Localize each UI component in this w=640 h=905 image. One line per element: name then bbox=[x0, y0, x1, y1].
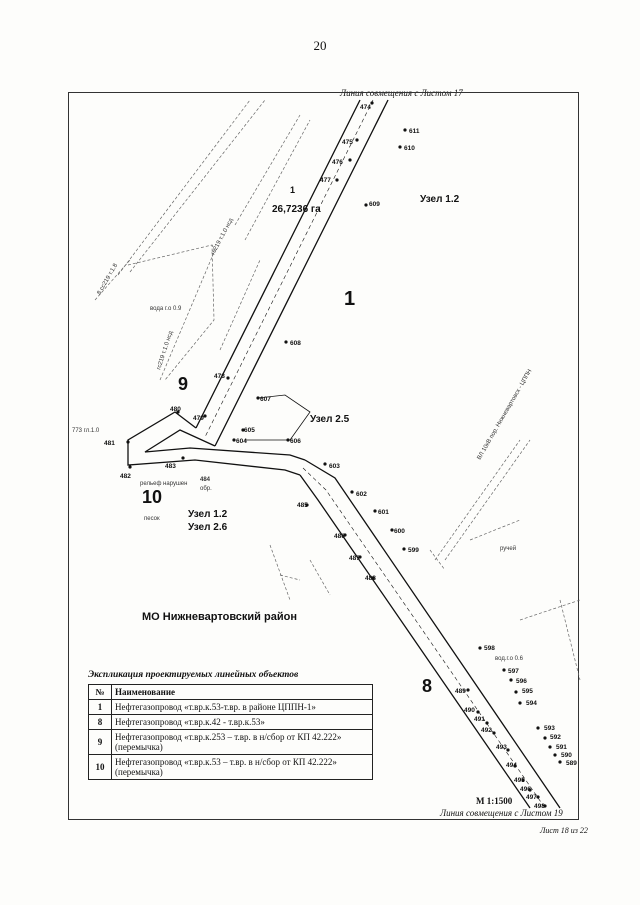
point-597: 597 bbox=[508, 668, 519, 675]
point-594: 594 bbox=[526, 700, 537, 707]
point-493: 493 bbox=[496, 744, 507, 751]
object-number-8: 8 bbox=[422, 676, 433, 696]
object-numbers bbox=[142, 288, 432, 696]
legend-row bbox=[89, 730, 373, 755]
node-1-2-top: Узел 1.2 bbox=[420, 194, 460, 205]
corridor-1 bbox=[196, 100, 388, 446]
point-592: 592 bbox=[550, 734, 561, 741]
point-492: 492 bbox=[481, 727, 492, 734]
node-2-6: Узел 2.6 bbox=[188, 522, 228, 533]
point-602: 602 bbox=[356, 491, 367, 498]
point-479: 479 bbox=[193, 415, 204, 422]
note-obr: обр. bbox=[200, 486, 212, 492]
match-line-top: Линия совмещения с Листом 17 bbox=[340, 88, 463, 98]
page-number: 20 bbox=[313, 38, 327, 53]
point-604: 604 bbox=[236, 438, 247, 445]
point-475: 475 bbox=[342, 139, 353, 146]
area-label: МО Нижневартовский район bbox=[142, 611, 297, 623]
legend-row-num: 9 bbox=[89, 730, 112, 755]
point-605: 605 bbox=[244, 427, 255, 434]
node-2-5: Узел 2.5 bbox=[310, 414, 350, 425]
legend-row-name: Нефтегазопровод «т.вр.к.42 - т.вр.к.53» bbox=[112, 715, 373, 730]
point-495: 495 bbox=[514, 777, 525, 784]
point-600: 600 bbox=[394, 528, 405, 535]
point-595: 595 bbox=[522, 688, 533, 695]
legend-col-name: Наименование bbox=[112, 685, 373, 700]
area-labels bbox=[142, 185, 460, 623]
point-611: 611 bbox=[409, 128, 420, 135]
point-477: 477 bbox=[320, 177, 331, 184]
legend-row bbox=[89, 700, 373, 715]
legend-title: Экспликация проектируемых линейных объектов bbox=[88, 670, 299, 680]
note-stream: ручей bbox=[500, 546, 517, 552]
legend-row-num: 10 bbox=[89, 755, 112, 780]
point-474: 474 bbox=[360, 104, 371, 111]
point-591: 591 bbox=[556, 744, 567, 751]
point-486: 486 bbox=[334, 533, 345, 540]
point-488: 488 bbox=[365, 575, 376, 582]
corridor-1-axis bbox=[205, 100, 373, 437]
point-610: 610 bbox=[404, 145, 415, 152]
legend-header-row bbox=[89, 685, 373, 700]
point-599: 599 bbox=[408, 547, 419, 554]
legend-row-name: Нефтегазопровод «т.вр.к.53 – т.вр. в н/сбор от КП 42.222» (перемычка) bbox=[112, 755, 373, 780]
point-590: 590 bbox=[561, 752, 572, 759]
point-593: 593 bbox=[544, 725, 555, 732]
point-601: 601 bbox=[378, 509, 389, 516]
node-1-2-bottom: Узел 1.2 bbox=[188, 509, 228, 520]
point-598: 598 bbox=[484, 645, 495, 652]
point-496: 496 bbox=[520, 786, 531, 793]
point-478: 478 bbox=[214, 373, 225, 380]
point-606: 606 bbox=[290, 438, 301, 445]
note-pipe-1: гс219 т.1.0 нсд bbox=[210, 217, 235, 256]
legend-table bbox=[88, 684, 373, 780]
legend-row-name: Нефтегазопровод «т.вр.к.53-т.вр. в районе ЦППН-1» bbox=[112, 700, 373, 715]
point-589: 589 bbox=[566, 760, 577, 767]
point-480: 480 bbox=[170, 406, 181, 413]
scale-label: М 1:1500 bbox=[476, 796, 513, 806]
note-power-line: ВЛ 10кВ пор. Нижневартовск - ЦППН bbox=[476, 368, 534, 461]
note-pipe-3: 8 сс219 т.1.8 bbox=[96, 262, 120, 296]
point-498: 498 bbox=[534, 803, 545, 810]
point-487: 487 bbox=[349, 555, 360, 562]
point-489: 489 bbox=[455, 688, 466, 695]
note-pipe-2: гс219 т.1.0 нсд bbox=[156, 330, 175, 371]
point-607: 607 bbox=[260, 396, 271, 403]
point-491: 491 bbox=[474, 716, 485, 723]
point-609: 609 bbox=[369, 201, 380, 208]
point-476: 476 bbox=[332, 159, 343, 166]
object-number-9: 9 bbox=[178, 374, 189, 394]
note-relief: рельеф нарушен bbox=[140, 481, 188, 487]
point-608: 608 bbox=[290, 340, 301, 347]
point-596: 596 bbox=[516, 678, 527, 685]
auxiliary-notes bbox=[72, 217, 533, 662]
legend-col-num: № bbox=[89, 685, 112, 700]
object-number-10: 10 bbox=[142, 487, 163, 507]
point-494: 494 bbox=[506, 762, 517, 769]
legend-row bbox=[89, 715, 373, 730]
legend-row-num: 1 bbox=[89, 700, 112, 715]
sheet-label: Лист 18 из 22 bbox=[540, 826, 588, 835]
point-603: 603 bbox=[329, 463, 340, 470]
legend-row-name: Нефтегазопровод «т.вр.к.253 – т.вр. в н/сбор от КП 42.222» (перемычка) bbox=[112, 730, 373, 755]
legend-row-num: 8 bbox=[89, 715, 112, 730]
point-483: 483 bbox=[165, 463, 176, 470]
background-features bbox=[95, 100, 580, 680]
note-sand: песок bbox=[144, 516, 160, 522]
note-water: вода г.о 0.9 bbox=[150, 306, 182, 312]
legend bbox=[88, 670, 373, 780]
note-484: 484 bbox=[200, 477, 211, 483]
plot-number: 1 bbox=[290, 185, 296, 195]
match-line-bottom: Линия совмещения с Листом 19 bbox=[440, 808, 563, 818]
note-shallow: 773 гл.1.0 bbox=[72, 428, 100, 434]
plot-area: 26,7236 га bbox=[272, 204, 321, 215]
point-485: 485 bbox=[297, 502, 308, 509]
object-number-1: 1 bbox=[344, 288, 356, 310]
point-497: 497 bbox=[526, 794, 537, 801]
legend-row bbox=[89, 755, 373, 780]
point-482: 482 bbox=[120, 473, 131, 480]
point-490: 490 bbox=[464, 707, 475, 714]
point-481: 481 bbox=[104, 440, 115, 447]
note-water-small: вод.г.о 0.6 bbox=[495, 656, 523, 662]
